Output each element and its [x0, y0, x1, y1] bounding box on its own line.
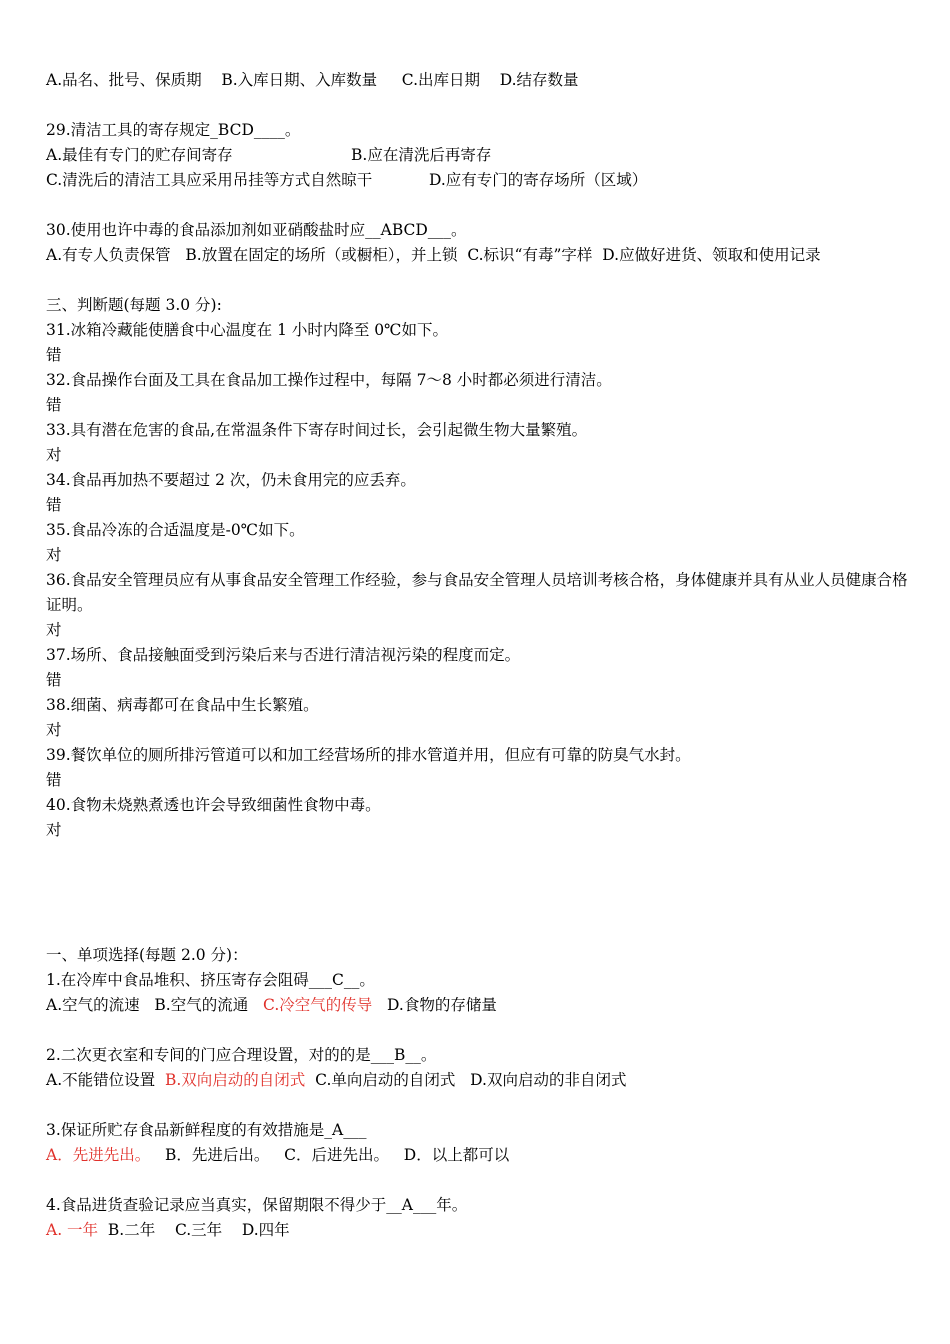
q30-options: A.有专人负责保管 B.放置在固定的场所（或橱柜），并上锁 C.标识“有毒”字样 D.应做好进货、领取和使用记录	[46, 246, 821, 264]
judgement-answer: 错	[46, 346, 62, 364]
q2-answer-option-b: B.双向启动的自闭式	[164, 1071, 306, 1089]
q29-option-b: B.应在清洗后再寄存	[351, 146, 492, 164]
judgement-question: 37.场所、食品接触面受到污染后来与否进行清洁视污染的程度而定。	[46, 646, 521, 664]
judgement-list	[46, 318, 916, 843]
judgement-answer: 对	[46, 621, 62, 639]
judgement-question: 38.细菌、病毒都可在食品中生长繁殖。	[46, 696, 319, 714]
q29-option-a: A.最佳有专门的贮存间寄存	[46, 146, 233, 164]
q1-question: 1.在冷库中食品堆积、挤压寄存会阻碍___C__。	[46, 971, 375, 989]
judgement-question: 31.冰箱冷藏能使膳食中心温度在 1 小时内降至 0℃如下。	[46, 321, 448, 339]
judgement-answer: 错	[46, 771, 62, 789]
q29-option-d: D.应有专门的寄存场所（区域）	[429, 171, 648, 189]
q1-option-ab: A.空气的流速 B.空气的流通	[46, 996, 264, 1014]
q3-answer-option-a: A．先进先出。	[46, 1146, 151, 1164]
judgement-question: 39.餐饮单位的厕所排污管道可以和加工经营场所的排水管道并用，但应有可靠的防臭气水封。	[46, 746, 691, 764]
judgement-answer: 对	[46, 546, 62, 564]
q29-question: 29.清洁工具的寄存规定_BCD____。	[46, 121, 301, 139]
q2-option-a: A.不能错位设置	[46, 1071, 165, 1089]
q29-options-row2	[46, 168, 916, 193]
judgement-question: 33.具有潜在危害的食品,在常温条件下寄存时间过长，会引起微生物大量繁殖。	[46, 421, 588, 439]
q2-question: 2.二次更衣室和专间的门应合理设置，对的的是___B__。	[46, 1046, 437, 1064]
judgement-answer: 对	[46, 821, 62, 839]
judgement-answer: 错	[46, 496, 62, 514]
judgement-question: 36.食品安全管理员应有从事食品安全管理工作经验，参与食品安全管理人员培训考核合格，身体健康并具有从业人员健康合格证明。	[46, 571, 908, 614]
q3-options	[46, 1143, 916, 1168]
q30-question: 30.使用也许中毒的食品添加剂如亚硝酸盐时应__ABCD___。	[46, 221, 467, 239]
document-page	[46, 68, 916, 1243]
judgement-answer: 对	[46, 721, 62, 739]
q1-options	[46, 993, 916, 1018]
q29-option-c: C.清洗后的清洁工具应采用吊挂等方式自然晾干	[46, 171, 373, 189]
q4-question: 4.食品进货查验记录应当真实，保留期限不得少于__A___年。	[46, 1196, 468, 1214]
q2-options	[46, 1068, 916, 1093]
judgement-answer: 对	[46, 446, 62, 464]
q29-options-row1	[46, 143, 916, 168]
judgement-heading: 三、判断题(每题 3.0 分):	[46, 296, 222, 314]
judgement-answer: 错	[46, 396, 62, 414]
q1-answer-option-c: C.冷空气的传导	[263, 996, 373, 1014]
judgement-question: 40.食物未烧熟煮透也许会导致细菌性食物中毒。	[46, 796, 381, 814]
q3-option-bcd: B．先进后出。 C．后进先出。 D．以上都可以	[150, 1146, 510, 1164]
judgement-question: 35.食品冷冻的合适温度是-0℃如下。	[46, 521, 305, 539]
judgement-answer: 错	[46, 671, 62, 689]
judgement-question: 32.食品操作台面及工具在食品加工操作过程中，每隔 7～8 小时都必须进行清洁。	[46, 371, 612, 389]
q4-answer-option-a: A. 一年	[46, 1221, 99, 1239]
q4-options	[46, 1218, 916, 1243]
q2-option-cd: C.单向启动的自闭式 D.双向启动的非自闭式	[305, 1071, 627, 1089]
q1-option-d: D.食物的存储量	[372, 996, 497, 1014]
single-choice-heading: 一、单项选择(每题 2.0 分)：	[46, 946, 248, 964]
judgement-question: 34.食品再加热不要超过 2 次，仍未食用完的应丢弃。	[46, 471, 416, 489]
q28-options: A.品名、批号、保质期 B.入库日期、入库数量 C.出库日期 D.结存数量	[46, 71, 579, 89]
q3-question: 3.保证所贮存食品新鲜程度的有效措施是_A___	[46, 1121, 367, 1139]
q4-option-bcd: B.二年 C.三年 D.四年	[98, 1221, 290, 1239]
